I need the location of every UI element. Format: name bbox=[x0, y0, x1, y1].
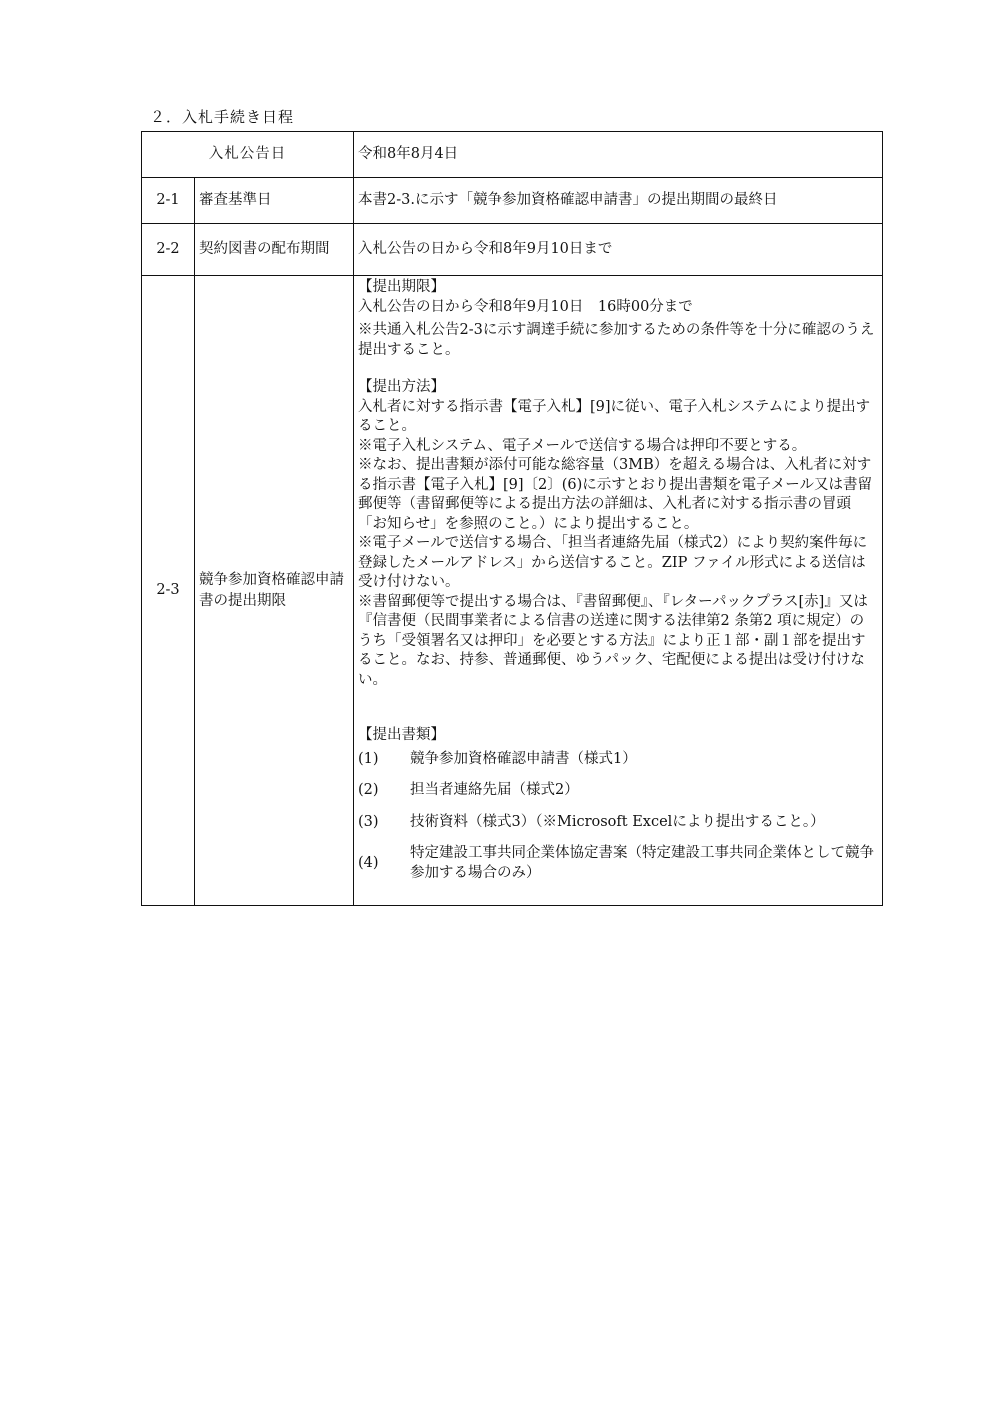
list-item bbox=[358, 750, 878, 770]
list-item bbox=[358, 813, 878, 833]
deadline-heading: 【提出期限】 bbox=[358, 279, 445, 295]
method-paragraph: ※書留郵便等で提出する場合は、『書留郵便』、『レターパックプラス[赤]』又は『信書便（民間事業者による信書の送達に関する法律第2 条第2 項に規定）のうち「受領署名又は押印」を必要とする方法』により正１部・副１部を提出すること。なお、持参、普通郵便、ゆうパック、宅配便による提出は受け付けない。 bbox=[358, 593, 868, 688]
deadline-note: ※共通入札公告2-3に示す調達手続に参加するための条件等を十分に確認のうえ提出すること。 bbox=[358, 322, 875, 358]
section-title: ２．入札手続き日程 bbox=[150, 108, 295, 126]
list-item bbox=[358, 844, 878, 883]
table-row-notice-date bbox=[142, 132, 883, 178]
document-number: (2) bbox=[358, 782, 379, 798]
notice-date-value: 令和8年8月4日 bbox=[354, 132, 883, 178]
row-label: 契約図書の配布期間 bbox=[195, 224, 354, 276]
method-paragraph: ※電子入札システム、電子メールで送信する場合は押印不要とする。 bbox=[358, 437, 807, 454]
deadline-text: 入札公告の日から令和8年9月10日 16時00分まで bbox=[358, 298, 693, 315]
document-number: (4) bbox=[358, 854, 379, 871]
document-text: 競争参加資格確認申請書（様式1） bbox=[410, 750, 637, 767]
list-item bbox=[358, 781, 878, 801]
method-paragraph: ※電子メールで送信する場合、「担当者連絡先届（様式2）により契約案件毎に登録したメールアドレス」から送信すること。ZIP ファイル形式による送信は受け付けない。 bbox=[358, 535, 868, 590]
method-paragraph: 入札者に対する指示書【電子入札】[9]に従い、電子入札システムにより提出すること。 bbox=[358, 398, 871, 434]
method-paragraph: ※なお、提出書類が添付可能な総容量（3MB）を超える場合は、入札者に対する指示書【電子入札】[9]〔2〕(6)に示すとおり提出書類を電子メール又は書留郵便等（書留郵便等による提出方法の詳細は、入札者に対する指示書の冒頭「お知らせ」を参照のこと。）により提出すること。 bbox=[358, 457, 873, 532]
documents-list bbox=[358, 750, 878, 884]
documents-heading: 【提出書類】 bbox=[358, 727, 445, 743]
notice-date-label: 入札公告日 bbox=[142, 132, 354, 178]
row-label: 競争参加資格確認申請書の提出期限 bbox=[195, 276, 354, 906]
document-text: 特定建設工事共同企業体協定書案（特定建設工事共同企業体として競争参加する場合のみ） bbox=[410, 845, 874, 881]
spacer bbox=[358, 360, 878, 378]
submission-details bbox=[354, 276, 883, 906]
method-heading: 【提出方法】 bbox=[358, 379, 445, 395]
document-number: (3) bbox=[358, 813, 379, 830]
document-text: 担当者連絡先届（様式2） bbox=[410, 782, 579, 798]
spacer bbox=[358, 690, 878, 726]
row-value: 入札公告の日から令和8年9月10日まで bbox=[354, 224, 883, 276]
row-number: 2-1 bbox=[142, 178, 195, 224]
document-text: 技術資料（様式3）（※Microsoft Excelにより提出すること。） bbox=[410, 813, 825, 830]
table-row-2-3 bbox=[142, 276, 883, 906]
table-row-2-2 bbox=[142, 224, 883, 276]
document-number: (1) bbox=[358, 750, 379, 767]
table-row-2-1 bbox=[142, 178, 883, 224]
row-number: 2-2 bbox=[142, 224, 195, 276]
row-label: 審査基準日 bbox=[195, 178, 354, 224]
schedule-table bbox=[141, 131, 883, 906]
row-number: 2-3 bbox=[142, 276, 195, 906]
row-value: 本書2-3.に示す「競争参加資格確認申請書」の提出期間の最終日 bbox=[354, 178, 883, 224]
